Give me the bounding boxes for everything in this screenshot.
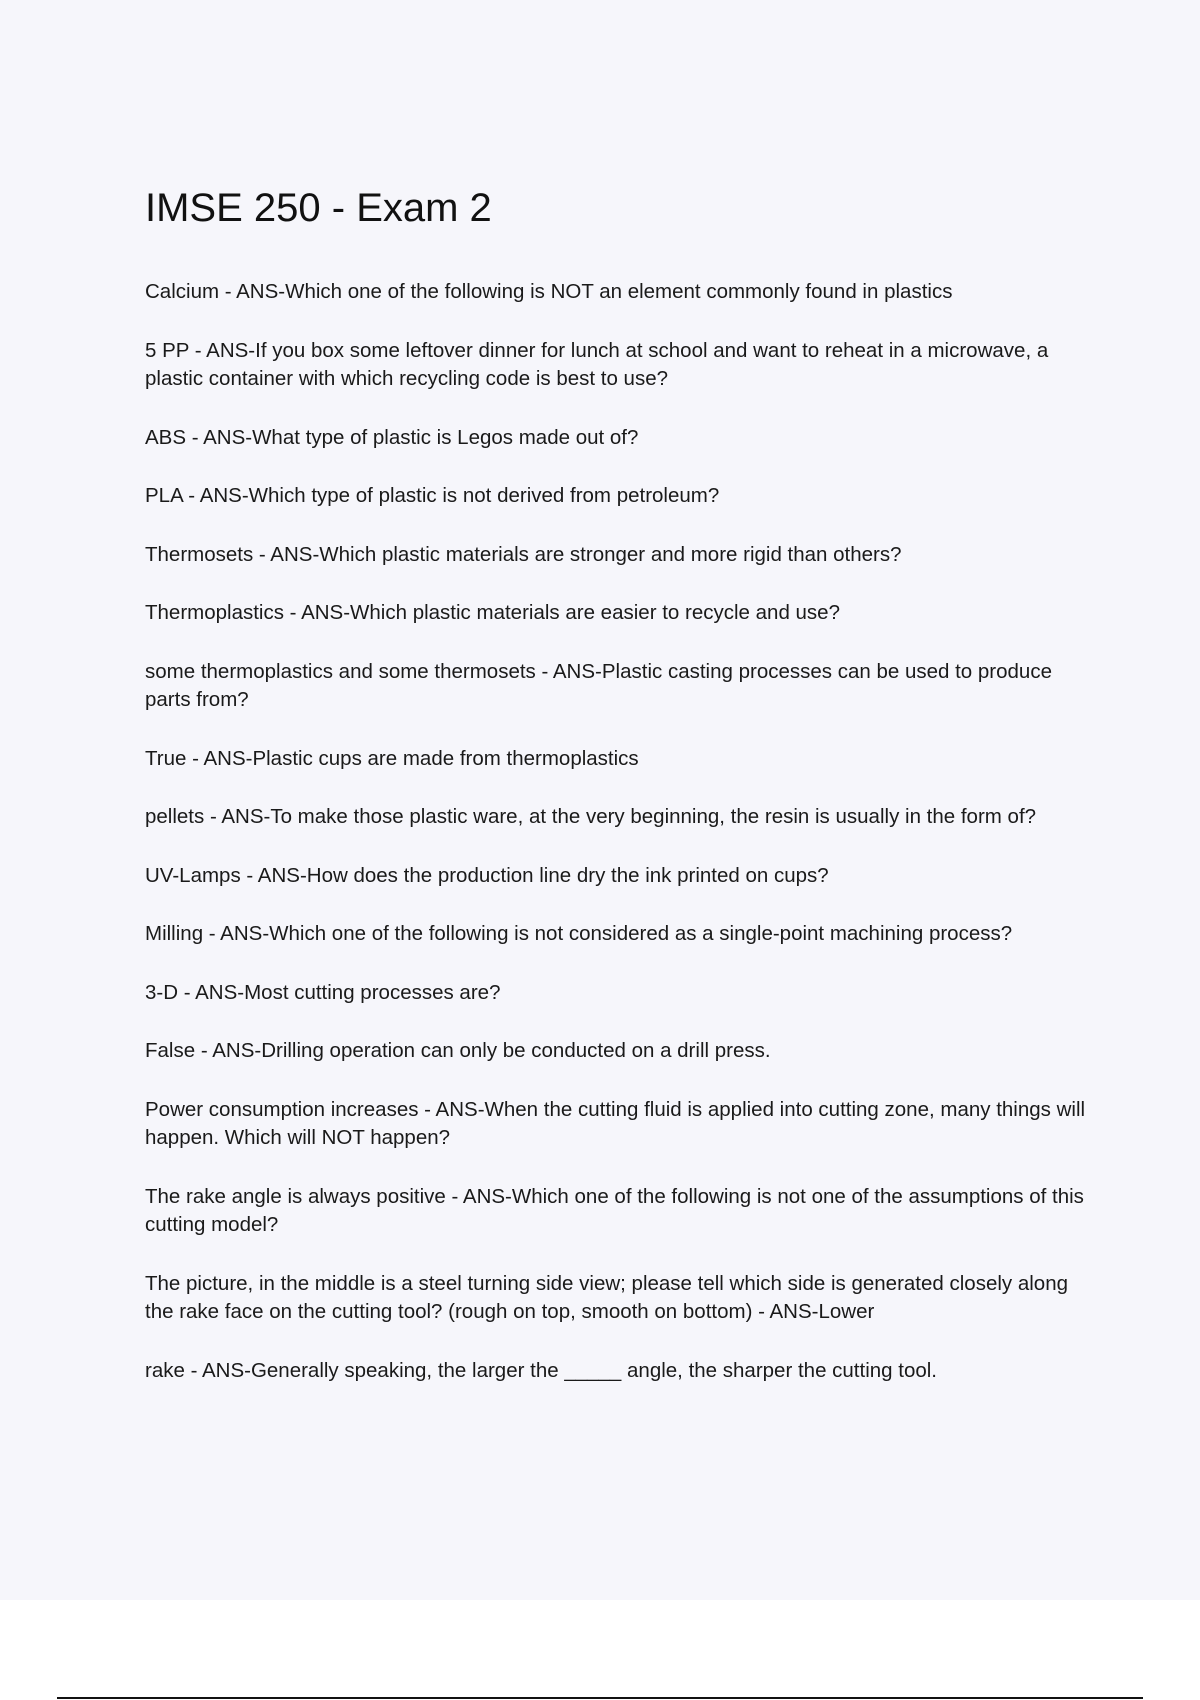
qa-item-plastic-cups: True - ANS-Plastic cups are made from thermoplastics	[145, 746, 639, 770]
qa-item-3-d: 3-D - ANS-Most cutting processes are?	[145, 980, 501, 1004]
qa-item-rake-angle: The rake angle is always positive - ANS-Which one of the following is not one of the assumptions of this cutting model?	[145, 1184, 1084, 1236]
qa-item-drilling: False - ANS-Drilling operation can only be conducted on a drill press.	[145, 1039, 771, 1062]
qa-item-casting: some thermoplastics and some thermosets - ANS-Plastic casting processes can be used to produce parts from?	[145, 659, 1052, 711]
qa-item-pellets: pellets - ANS-To make those plastic ware, at the very beginning, the resin is usually in the form of?	[145, 805, 1037, 828]
qa-item-power-consumption: Power consumption increases - ANS-When the cutting fluid is applied into cutting zone, many things will happen. Which will NOT happen?	[145, 1097, 1086, 1149]
qa-item-thermosets: Thermosets - ANS-Which plastic materials are stronger and more rigid than others?	[145, 542, 902, 566]
page-divider	[57, 1697, 1143, 1699]
qa-item-5-pp: 5 PP - ANS-If you box some leftover dinner for lunch at school and want to reheat in a microwave, a plastic container with which recycling code is best to use?	[145, 338, 1049, 390]
qa-item-abs: ABS - ANS-What type of plastic is Legos made out of?	[145, 425, 639, 449]
document-title: IMSE 250 - Exam 2	[145, 186, 492, 230]
qa-item-rake: rake - ANS-Generally speaking, the larger the _____ angle, the sharper the cutting tool.	[145, 1358, 938, 1382]
qa-item-calcium: Calcium - ANS-Which one of the following is NOT an element commonly found in plastics	[145, 280, 953, 303]
qa-item-steel-turning: The picture, in the middle is a steel turning side view; please tell which side is generated closely along the rake face on the cutting tool? (rough on top, smooth on bottom) - ANS-Lower	[145, 1271, 1069, 1323]
qa-item-thermoplastics: Thermoplastics - ANS-Which plastic materials are easier to recycle and use?	[145, 601, 840, 624]
qa-list	[145, 278, 1095, 1415]
qa-item-pla: PLA - ANS-Which type of plastic is not derived from petroleum?	[145, 484, 720, 507]
qa-item-milling: Milling - ANS-Which one of the following is not considered as a single-point machining process?	[145, 922, 1013, 945]
qa-item-uv-lamps: UV-Lamps - ANS-How does the production line dry the ink printed on cups?	[145, 863, 829, 887]
